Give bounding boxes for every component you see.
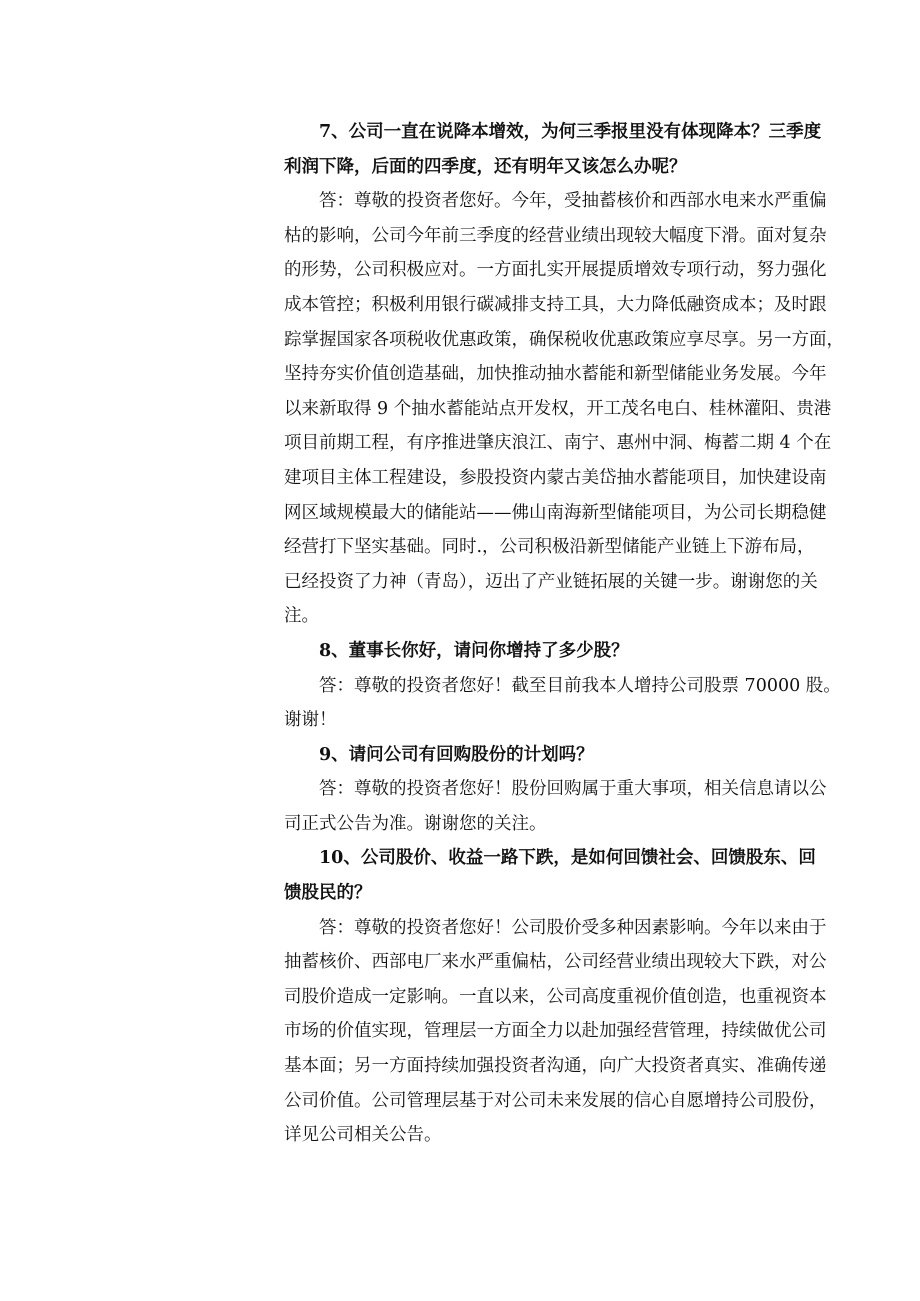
answer-7-line-8: 项目前期工程，有序推进肇庆浪江、南宁、惠州中洞、梅蓄二期 4 个在: [284, 433, 832, 454]
answer-10-line-3: 司股价造成一定影响。一直以来，公司高度重视价值创造，也重视资本: [284, 986, 827, 1007]
question-9-line-1: 9、请问公司有回购股份的计划吗？: [319, 744, 594, 765]
document-page: [284, 115, 844, 1153]
answer-8-line-2: 谢谢！: [284, 710, 337, 731]
answer-10-line-2: 抽蓄核价、西部电厂来水严重偏枯，公司经营业绩出现较大下跌，对公: [284, 952, 827, 973]
qa-block-8: [284, 634, 841, 738]
answer-9-line-1: 答：尊敬的投资者您好！股份回购属于重大事项，相关信息请以公: [319, 779, 827, 800]
question-10-line-1: 10、公司股价、收益一路下跌，是如何回馈社会、回馈股东、回: [319, 848, 816, 869]
answer-10-line-7: 详见公司相关公告。: [284, 1125, 442, 1146]
question-7-line-1: 7、公司一直在说降本增效，为何三季报里没有体现降本？三季度: [319, 122, 822, 142]
answer-7-line-13: 注。: [284, 606, 319, 627]
answer-10-line-1: 答：尊敬的投资者您好！公司股价受多种因素影响。今年以来由于: [319, 917, 827, 938]
qa-block-7: [284, 115, 844, 634]
answer-7-line-5: 踪掌握国家各项税收优惠政策，确保税收优惠政策应享尽享。另一方面，: [284, 329, 844, 350]
answer-7-line-11: 经营打下坚实基础。同时.，公司积极沿新型储能产业链上下游布局，: [284, 537, 815, 558]
answer-7-line-1: 答：尊敬的投资者您好。今年，受抽蓄核价和西部水电来水严重偏: [319, 191, 827, 212]
answer-7-line-6: 坚持夯实价值创造基础，加快推动抽水蓄能和新型储能业务发展。今年: [284, 364, 827, 385]
answer-10-line-6: 公司价值。公司管理层基于对公司未来发展的信心自愿增持公司股份，: [284, 1090, 827, 1111]
qa-block-10: [284, 841, 827, 1152]
answer-10-line-5: 基本面；另一方面持续加强投资者沟通，向广大投资者真实、准确传递: [284, 1056, 827, 1077]
question-7-line-2: 利润下降，后面的四季度，还有明年又该怎么办呢？: [284, 156, 687, 177]
answer-7-line-10: 网区域规模最大的储能站——佛山南海新型储能项目，为公司长期稳健: [284, 502, 827, 523]
answer-10-line-4: 市场的价值实现，管理层一方面全力以赴加强经营管理，持续做优公司: [284, 1021, 827, 1042]
answer-7-line-4: 成本管控；积极利用银行碳减排支持工具，大力降低融资成本；及时跟: [284, 294, 827, 315]
question-10-line-2: 馈股民的？: [284, 883, 372, 904]
answer-7-line-3: 的形势，公司积极应对。一方面扎实开展提质增效专项行动，努力强化: [284, 260, 827, 281]
question-8-line-1: 8、董事长你好，请问你增持了多少股？: [319, 640, 629, 661]
answer-7-line-2: 枯的影响，公司今年前三季度的经营业绩出现较大幅度下滑。面对复杂: [284, 225, 827, 246]
answer-9-line-2: 司正式公告为准。谢谢您的关注。: [284, 813, 547, 834]
qa-block-9: [284, 738, 827, 842]
answer-7-line-12: 已经投资了力神（青岛），迈出了产业链拓展的关键一步。谢谢您的关: [284, 571, 818, 592]
answer-7-line-7: 以来新取得 9 个抽水蓄能站点开发权，开工茂名电白、桂林灌阳、贵港: [284, 398, 832, 419]
answer-7-line-9: 建项目主体工程建设，参股投资内蒙古美岱抽水蓄能项目，加快建设南: [284, 467, 827, 488]
answer-8-line-1: 答：尊敬的投资者您好！截至目前我本人增持公司股票 70000 股。: [319, 675, 841, 696]
